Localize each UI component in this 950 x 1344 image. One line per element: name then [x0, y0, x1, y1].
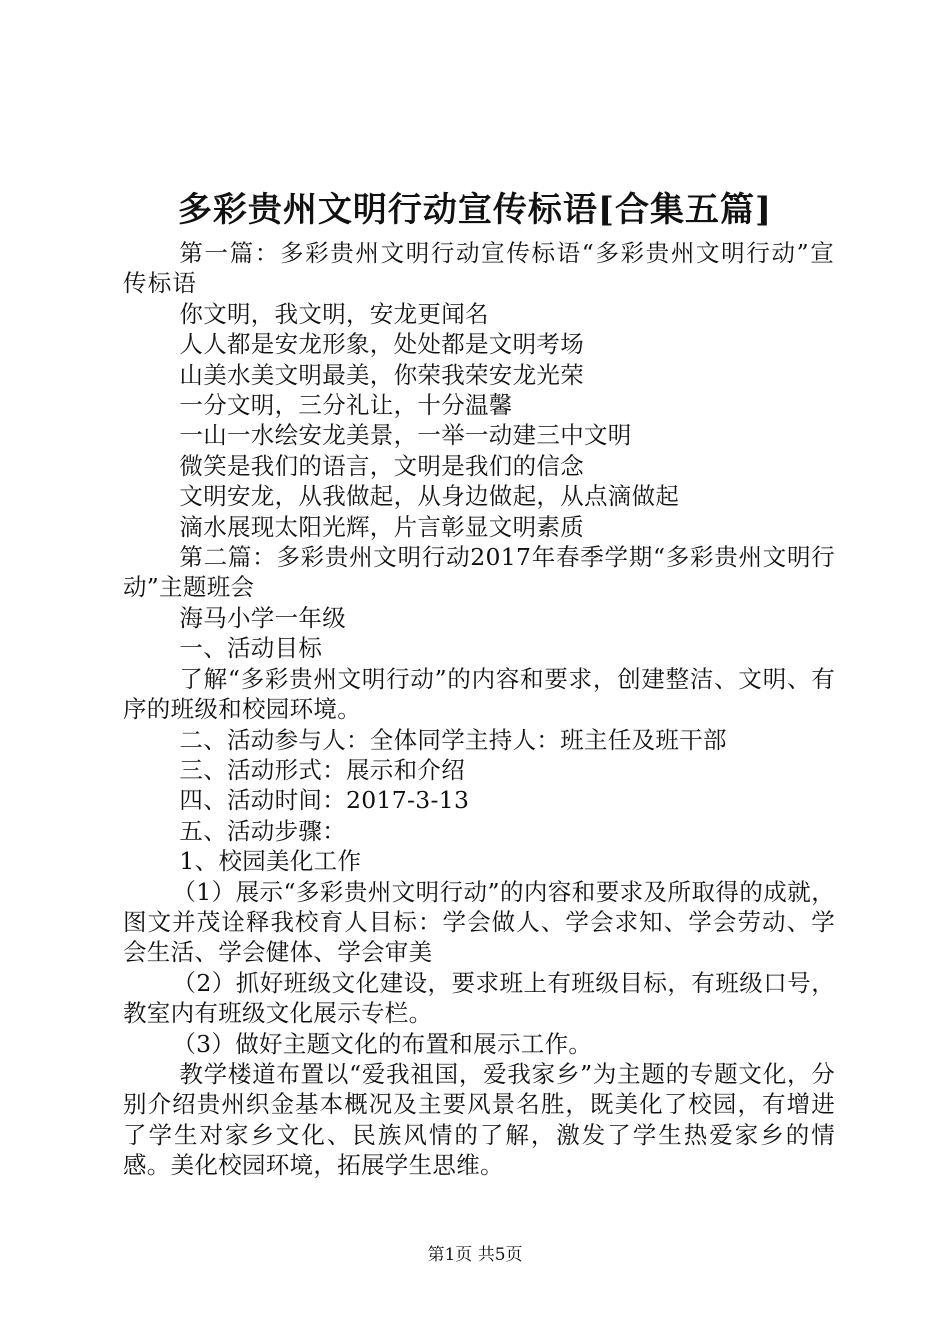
- paragraph: 一分文明，三分礼让，十分温馨: [179, 391, 513, 420]
- paragraph: 第二篇：多彩贵州文明行动2017年春季学期“多彩贵州文明行动”主题班会: [123, 543, 835, 602]
- paragraph: 一、活动目标: [179, 634, 323, 663]
- paragraph: 微笑是我们的语言，文明是我们的信念: [179, 451, 584, 480]
- paragraph: 文明安龙，从我做起，从身边做起，从点滴做起: [179, 482, 680, 511]
- paragraph: 第一篇：多彩贵州文明行动宣传标语“多彩贵州文明行动”宣传标语: [123, 239, 835, 298]
- paragraph: 海马小学一年级: [179, 603, 346, 632]
- paragraph: 1、校园美化工作: [179, 847, 362, 876]
- page-footer: 第1页 共5页: [427, 1245, 523, 1265]
- paragraph: 你文明，我文明，安龙更闻名: [179, 299, 489, 328]
- paragraph: 了解“多彩贵州文明行动”的内容和要求，创建整洁、文明、有序的班级和校园环境。: [123, 664, 835, 724]
- document-body: [123, 238, 835, 1181]
- document-title: 多彩贵州文明行动宣传标语[合集五篇]: [177, 190, 773, 230]
- paragraph: （3）做好主题文化的布置和展示工作。: [172, 1029, 593, 1058]
- paragraph: 人人都是安龙形象，处处都是文明考场: [179, 330, 584, 359]
- paragraph: 滴水展现太阳光辉，片言彰显文明素质: [179, 512, 584, 541]
- paragraph: 山美水美文明最美，你荣我荣安龙光荣: [179, 360, 584, 389]
- paragraph: 二、活动参与人：全体同学主持人：班主任及班干部: [179, 725, 727, 754]
- paragraph: （1）展示“多彩贵州文明行动”的内容和要求及所取得的成就，图文并茂诠释我校育人目标：学会做人、学会求知、学会劳动、学会生活、学会健体、学会审美: [123, 877, 835, 967]
- paragraph: 四、活动时间：2017-3-13: [179, 786, 470, 815]
- paragraph: 教学楼道布置以“爱我祖国，爱我家乡”为主题的专题文化，分别介绍贵州织金基本概况及主要风景名胜，既美化了校园，有增进了学生对家乡文化、民族风情的了解，激发了学生热爱家乡的情感。美化校园环境，拓展学生思维。: [123, 1059, 835, 1180]
- paragraph: 五、活动步骤：: [179, 816, 346, 845]
- paragraph: （2）抓好班级文化建设，要求班上有班级目标，有班级口号，教室内有班级文化展示专栏。: [123, 968, 835, 1028]
- paragraph: 一山一水绘安龙美景，一举一动建三中文明: [179, 421, 632, 450]
- paragraph: 三、活动形式：展示和介绍: [179, 755, 465, 784]
